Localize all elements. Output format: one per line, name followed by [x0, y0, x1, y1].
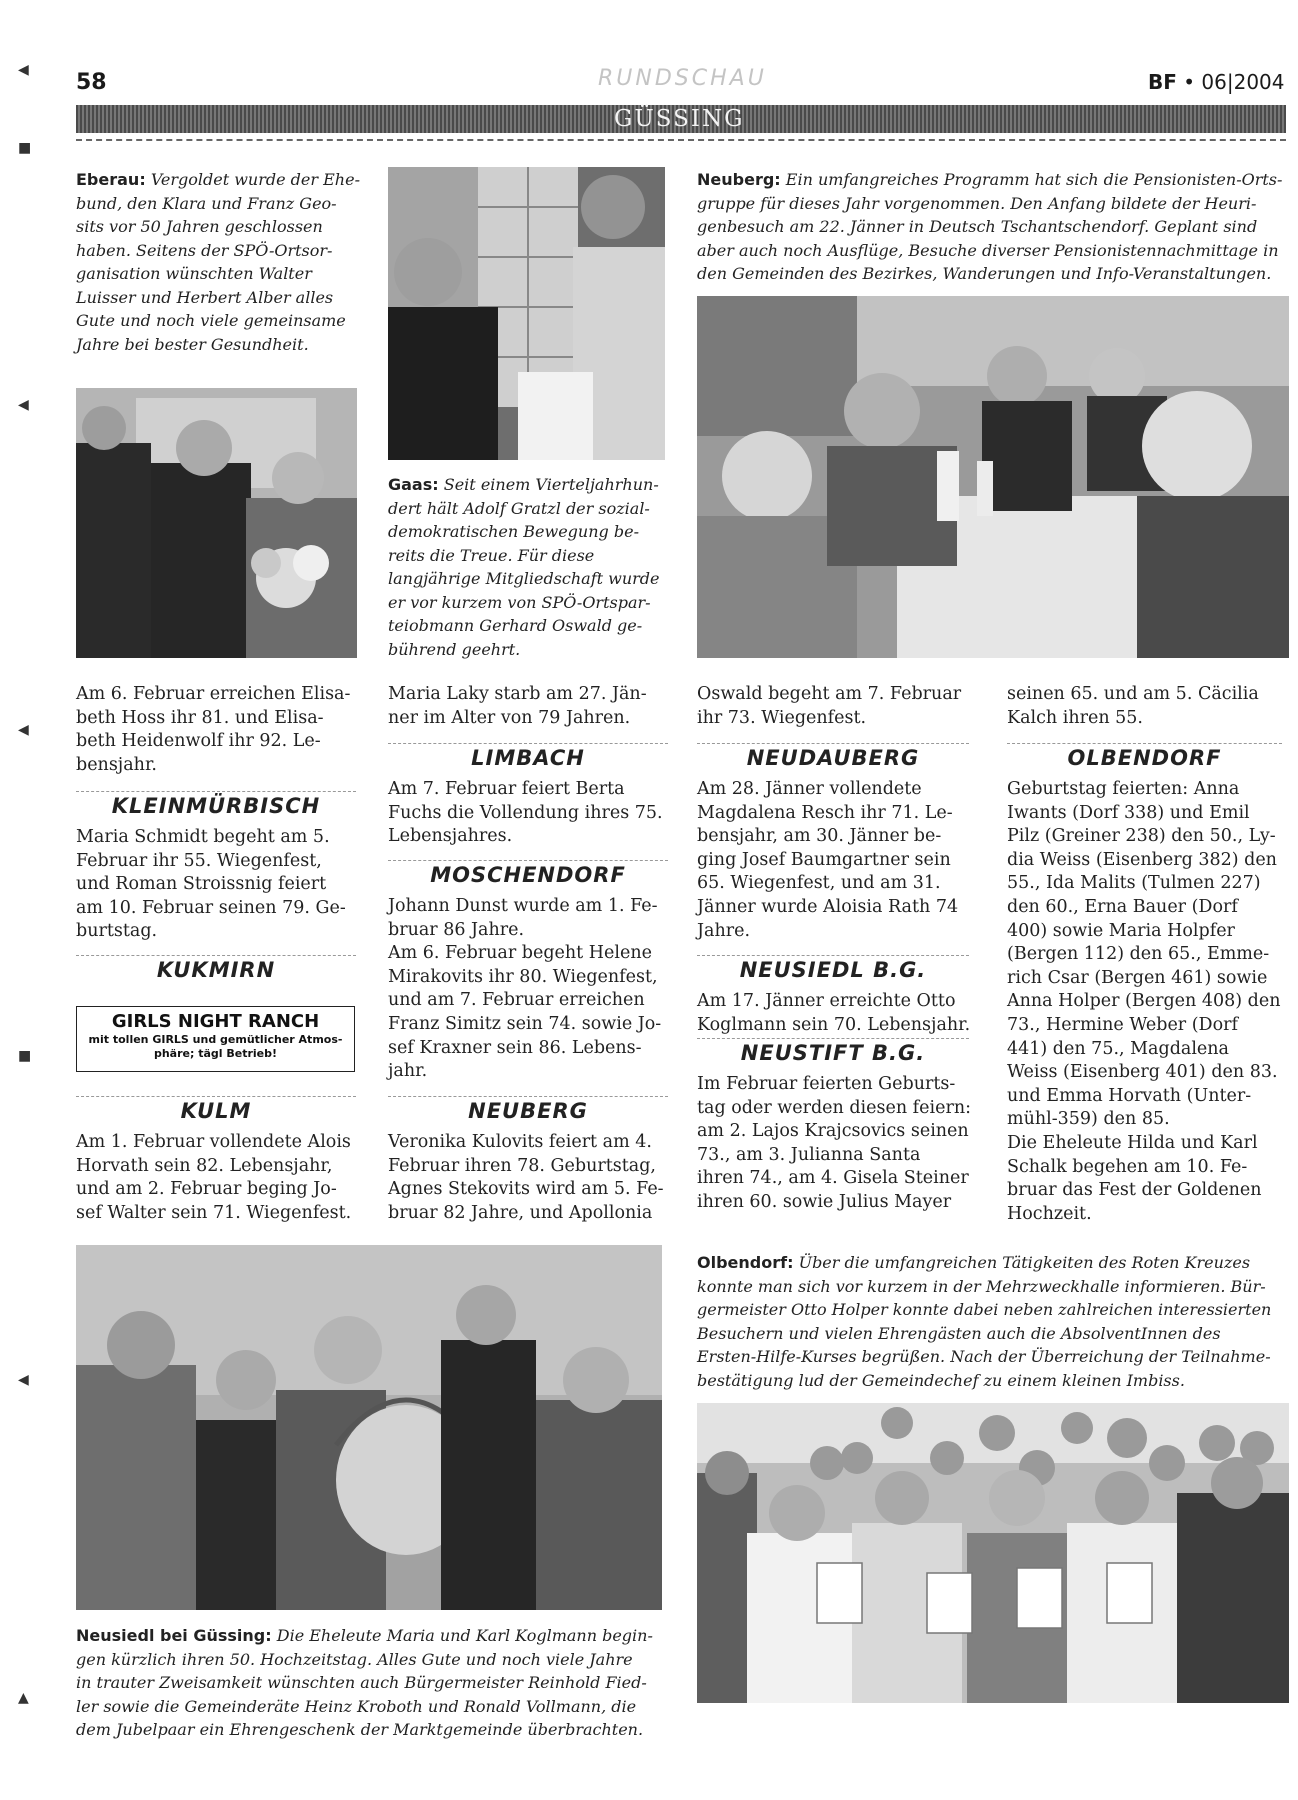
- photo-gaas: [388, 167, 665, 460]
- text-line: 73., Hermine Weber (Dorf: [1007, 1014, 1238, 1035]
- text-line: ihren 74., am 4. Gisela Steiner: [697, 1168, 969, 1189]
- region-title: GÜSSING: [614, 106, 745, 132]
- caption-olbendorf: [697, 1251, 1289, 1392]
- heading-rule: [76, 791, 356, 792]
- text-neudauberg: [697, 778, 977, 943]
- text-line: am 2. Lajos Krajcsovics seinen: [697, 1121, 969, 1142]
- caption-line: teiobmann Gerhard Oswald ge-: [388, 616, 643, 635]
- text-olbendorf: [1007, 778, 1289, 1226]
- text-line: Weiss (Eisenberg 401) den 83.: [1007, 1062, 1278, 1083]
- caption-line: Seit einem Vierteljahrhun-: [443, 475, 659, 494]
- caption-line: konnte man sich vor kurzem in der Mehrzweckhalle informieren. Bür-: [697, 1276, 1266, 1296]
- caption-line: ganisation wünschten Walter: [76, 264, 312, 283]
- text-line: Lebensjahres.: [388, 826, 513, 847]
- section-title: RUNDSCHAU: [598, 66, 767, 91]
- text-neuberg: [388, 1131, 668, 1225]
- text-line: ging Josef Baumgartner sein: [697, 849, 951, 870]
- text-line: Fuchs die Vollendung ihres 75.: [388, 802, 663, 823]
- caption-line: ler sowie die Gemeinderäte Heinz Kroboth und Ronald Vollmann, die: [76, 1696, 637, 1716]
- text-line: Horvath sein 82. Lebensjahr,: [76, 1155, 333, 1176]
- text-line: den 60., Erna Bauer (Dorf: [1007, 896, 1238, 917]
- text-neustift: [697, 1073, 977, 1215]
- ad-subtitle: mit tollen GIRLS und gemütlicher Atmos-: [88, 1033, 343, 1046]
- photo-neuberg: [697, 296, 1289, 658]
- caption-line: bührend geehrt.: [388, 639, 521, 659]
- text-line: Iwants (Dorf 338) und Emil: [1007, 802, 1250, 823]
- text-moschendorf: [388, 895, 668, 1084]
- text-line: Mirakovits ihr 80. Wiegenfest,: [388, 966, 658, 987]
- caption-line: Besuchern und vielen Ehrengästen auch die AbsolventInnen des: [697, 1323, 1221, 1343]
- text-line: Koglmann sein 70. Lebensjahr.: [697, 1014, 971, 1035]
- text-line: bensjahr, am 30. Jänner be-: [697, 826, 942, 847]
- text-line: dia Weiss (Eisenberg 382) den: [1007, 849, 1277, 870]
- text-line: Geburtstag feierten: Anna: [1007, 779, 1240, 799]
- heading-rule: [697, 743, 969, 744]
- text-line: Hochzeit.: [1007, 1203, 1092, 1224]
- col1-intro: [76, 683, 356, 777]
- text-line: Am 1. Februar vollendete Alois: [76, 1132, 351, 1152]
- scan-mark: ◀: [18, 1372, 29, 1388]
- text-line: Am 28. Jänner vollendete: [697, 779, 922, 799]
- col2-intro: [388, 683, 668, 730]
- heading-rule: [388, 743, 668, 744]
- issue-info: [1148, 70, 1285, 94]
- text-line: seinen 65. und am 5. Cäcilia: [1007, 684, 1259, 704]
- text-line: Februar ihr 55. Wiegenfest,: [76, 850, 322, 871]
- text-line: Februar ihren 78. Geburtstag,: [388, 1155, 656, 1176]
- scan-mark: ■: [18, 140, 32, 156]
- ad-title: GIRLS NIGHT RANCH: [111, 1011, 320, 1032]
- caption-eberau: [76, 168, 361, 356]
- text-line: (Bergen 112) den 65., Emme-: [1007, 944, 1270, 965]
- caption-line: demokratischen Bewegung be-: [388, 522, 639, 541]
- text-neusiedl: [697, 990, 977, 1037]
- caption-place: Olbendorf:: [697, 1253, 794, 1272]
- text-kulm: [76, 1131, 356, 1225]
- caption-line: Ersten-Hilfe-Kurses begrüßen. Nach der Überreichung der Teilnahme-: [697, 1347, 1271, 1366]
- text-line: Magdalena Resch ihr 71. Le-: [697, 802, 953, 823]
- heading-rule: [697, 955, 969, 956]
- caption-line: er vor kurzem von SPÖ-Ortspar-: [388, 592, 651, 612]
- text-line: bruar 86 Jahre.: [388, 919, 525, 940]
- text-line: 441) den 75., Magdalena: [1007, 1038, 1229, 1059]
- heading-neudauberg: NEUDAUBERG: [746, 746, 920, 770]
- caption-gaas: [388, 473, 668, 661]
- text-line: jahr.: [388, 1061, 428, 1082]
- heading-rule: [76, 1096, 356, 1097]
- photo-eberau: [76, 388, 357, 658]
- text-line: burtstag.: [76, 921, 158, 942]
- text-line: Franz Simitz sein 74. sowie Jo-: [388, 1013, 662, 1034]
- page-number: 58: [76, 70, 107, 95]
- advertisement-box: [76, 1006, 355, 1072]
- header-divider: [76, 139, 1286, 141]
- text-line: ihr 73. Wiegenfest.: [697, 707, 867, 728]
- scan-mark: ■: [18, 1048, 32, 1064]
- photo-olbendorf: [697, 1403, 1289, 1703]
- text-line: 73., am 3. Julianna Santa: [697, 1144, 921, 1165]
- text-line: bruar 82 Jahre, und Apollonia: [388, 1202, 653, 1223]
- photo-neusiedl: [76, 1245, 662, 1610]
- text-line: Schalk begehen am 10. Fe-: [1007, 1156, 1248, 1177]
- text-line: beth Heidenwolf ihr 92. Le-: [76, 731, 321, 752]
- ad-subtitle: phäre; tägl Betrieb!: [153, 1047, 278, 1060]
- caption-neuberg: [697, 168, 1289, 286]
- text-line: mühl-359) den 85.: [1007, 1109, 1170, 1130]
- caption-line: langjährige Mitgliedschaft wurde: [388, 569, 660, 588]
- text-line: und Emma Horvath (Unter-: [1007, 1085, 1252, 1106]
- caption-line: haben. Seitens der SPÖ-Ortsor-: [76, 240, 333, 260]
- caption-line: bestätigung lud der Gemeindechef zu einem kleinen Imbiss.: [697, 1370, 1185, 1390]
- caption-line: dem Jubelpaar ein Ehrengeschenk der Marktgemeinde überbrachten.: [76, 1720, 644, 1739]
- text-line: Am 17. Jänner erreichte Otto: [697, 991, 956, 1011]
- caption-line: bund, den Klara und Franz Geo-: [76, 193, 337, 213]
- caption-line: Gute und noch viele gemeinsame: [76, 311, 346, 330]
- caption-line: in trauter Zweisamkeit wünschten auch Bürgermeister Reinhold Fied-: [76, 1673, 647, 1692]
- scan-mark: ◀: [18, 722, 29, 738]
- caption-line: gruppe für dieses Jahr vorgenommen. Den Anfang bildete der Heuri-: [697, 193, 1257, 213]
- text-line: am 10. Februar seinen 79. Ge-: [76, 897, 346, 918]
- heading-rule: [388, 860, 668, 861]
- caption-place: Eberau:: [76, 170, 146, 189]
- text-line: Agnes Stekovits wird am 5. Fe-: [388, 1179, 664, 1200]
- text-line: Veronika Kulovits feiert am 4.: [388, 1132, 652, 1152]
- heading-neustift: NEUSTIFT B.G.: [740, 1041, 926, 1065]
- text-line: sef Walter sein 71. Wiegenfest.: [76, 1202, 352, 1223]
- heading-rule: [1007, 743, 1282, 744]
- caption-line: sits vor 50 Jahren geschlossen: [76, 217, 323, 236]
- text-line: 400) sowie Maria Holpfer: [1007, 920, 1235, 941]
- heading-kulm: KULM: [180, 1099, 252, 1123]
- region-bar: [76, 105, 1286, 133]
- text-line: beth Hoss ihr 81. und Elisa-: [76, 707, 324, 728]
- text-line: Jänner wurde Aloisia Rath 74: [697, 896, 959, 917]
- scan-mark: ▲: [18, 1690, 29, 1706]
- caption-place: Gaas:: [388, 475, 439, 494]
- heading-rule: [76, 955, 356, 956]
- text-line: Im Februar feierten Geburts-: [697, 1074, 956, 1094]
- text-line: und am 7. Februar erreichen: [388, 990, 645, 1011]
- text-kleinmurbisch: [76, 826, 356, 944]
- text-line: und Roman Stroissnig feiert: [76, 874, 327, 895]
- caption-place: Neusiedl bei Güssing:: [76, 1626, 272, 1645]
- caption-line: aber auch noch Ausflüge, Besuche diverser Pensionistennachmittage in: [697, 240, 1279, 260]
- publication-name: BF: [1148, 70, 1177, 94]
- caption-line: germeister Otto Holper konnte dabei neben zahlreichen interessierten: [697, 1300, 1272, 1319]
- issue-date: 06|2004: [1201, 70, 1285, 94]
- text-line: rich Csar (Bergen 461) sowie: [1007, 967, 1268, 988]
- caption-line: Jahre bei bester Gesundheit.: [76, 334, 309, 354]
- text-line: Kalch ihren 55.: [1007, 707, 1143, 728]
- text-line: Pilz (Greiner 238) den 50., Ly-: [1007, 826, 1276, 847]
- text-line: Am 6. Februar begeht Helene: [388, 943, 652, 964]
- text-line: ner im Alter von 79 Jahren.: [388, 707, 631, 728]
- separator: •: [1176, 70, 1202, 94]
- text-line: Anna Holper (Bergen 408) den: [1007, 991, 1281, 1012]
- text-line: Jahre.: [697, 920, 751, 941]
- caption-line: den Gemeinden des Bezirkes, Wanderungen und Info-Veranstaltungen.: [697, 264, 1272, 283]
- caption-place: Neuberg:: [697, 170, 781, 189]
- text-line: bruar das Fest der Goldenen: [1007, 1180, 1262, 1201]
- scan-mark: ◀: [18, 397, 29, 413]
- heading-neusiedl: NEUSIEDL B.G.: [739, 958, 927, 982]
- caption-line: Vergoldet wurde der Ehe-: [150, 170, 360, 189]
- text-line: Oswald begeht am 7. Februar: [697, 684, 962, 704]
- heading-moschendorf: MOSCHENDORF: [430, 863, 626, 887]
- text-line: Maria Schmidt begeht am 5.: [76, 827, 330, 847]
- text-line: Die Eheleute Hilda und Karl: [1007, 1132, 1258, 1153]
- heading-kleinmurbisch: KLEINMÜRBISCH: [111, 794, 321, 818]
- heading-neuberg: NEUBERG: [468, 1099, 588, 1123]
- text-line: Am 7. Februar feiert Berta: [388, 779, 625, 799]
- col4-intro: [1007, 683, 1289, 730]
- caption-line: reits die Treue. Für diese: [388, 545, 595, 565]
- heading-rule: [697, 1038, 969, 1039]
- text-line: 65. Wiegenfest, und am 31.: [697, 873, 941, 894]
- caption-line: genbesuch am 22. Jänner in Deutsch Tschantschendorf. Geplant sind: [697, 217, 1258, 236]
- text-line: Maria Laky starb am 27. Jän-: [388, 684, 647, 704]
- text-line: 55., Ida Malits (Tulmen 227): [1007, 873, 1261, 894]
- text-line: tag oder werden diesen feiern:: [697, 1097, 971, 1118]
- text-line: ihren 60. sowie Julius Mayer: [697, 1191, 952, 1212]
- heading-rule: [388, 1096, 668, 1097]
- heading-olbendorf: OLBENDORF: [1067, 746, 1222, 770]
- caption-line: Ein umfangreiches Programm hat sich die Pensionisten-Orts-: [785, 170, 1283, 189]
- caption-line: Über die umfangreichen Tätigkeiten des Roten Kreuzes: [798, 1253, 1251, 1272]
- caption-line: dert hält Adolf Gratzl der sozial-: [388, 498, 650, 518]
- text-limbach: [388, 778, 668, 849]
- heading-limbach: LIMBACH: [471, 746, 585, 770]
- heading-kukmirn: KUKMIRN: [156, 958, 276, 982]
- caption-line: Luisser und Herbert Alber alles: [76, 287, 334, 307]
- caption-neusiedl: [76, 1624, 676, 1742]
- col3-intro: [697, 683, 977, 730]
- text-line: Johann Dunst wurde am 1. Fe-: [388, 896, 658, 916]
- text-line: sef Kraxner sein 86. Lebens-: [388, 1037, 642, 1058]
- caption-line: Die Eheleute Maria und Karl Koglmann begin-: [276, 1626, 653, 1645]
- text-line: bensjahr.: [76, 754, 157, 775]
- caption-line: gen kürzlich ihren 50. Hochzeitstag. Alles Gute und noch viele Jahre: [76, 1649, 633, 1669]
- text-line: und am 2. Februar beging Jo-: [76, 1179, 337, 1200]
- text-line: Am 6. Februar erreichen Elisa-: [76, 684, 351, 704]
- scan-mark: ◀: [18, 62, 29, 78]
